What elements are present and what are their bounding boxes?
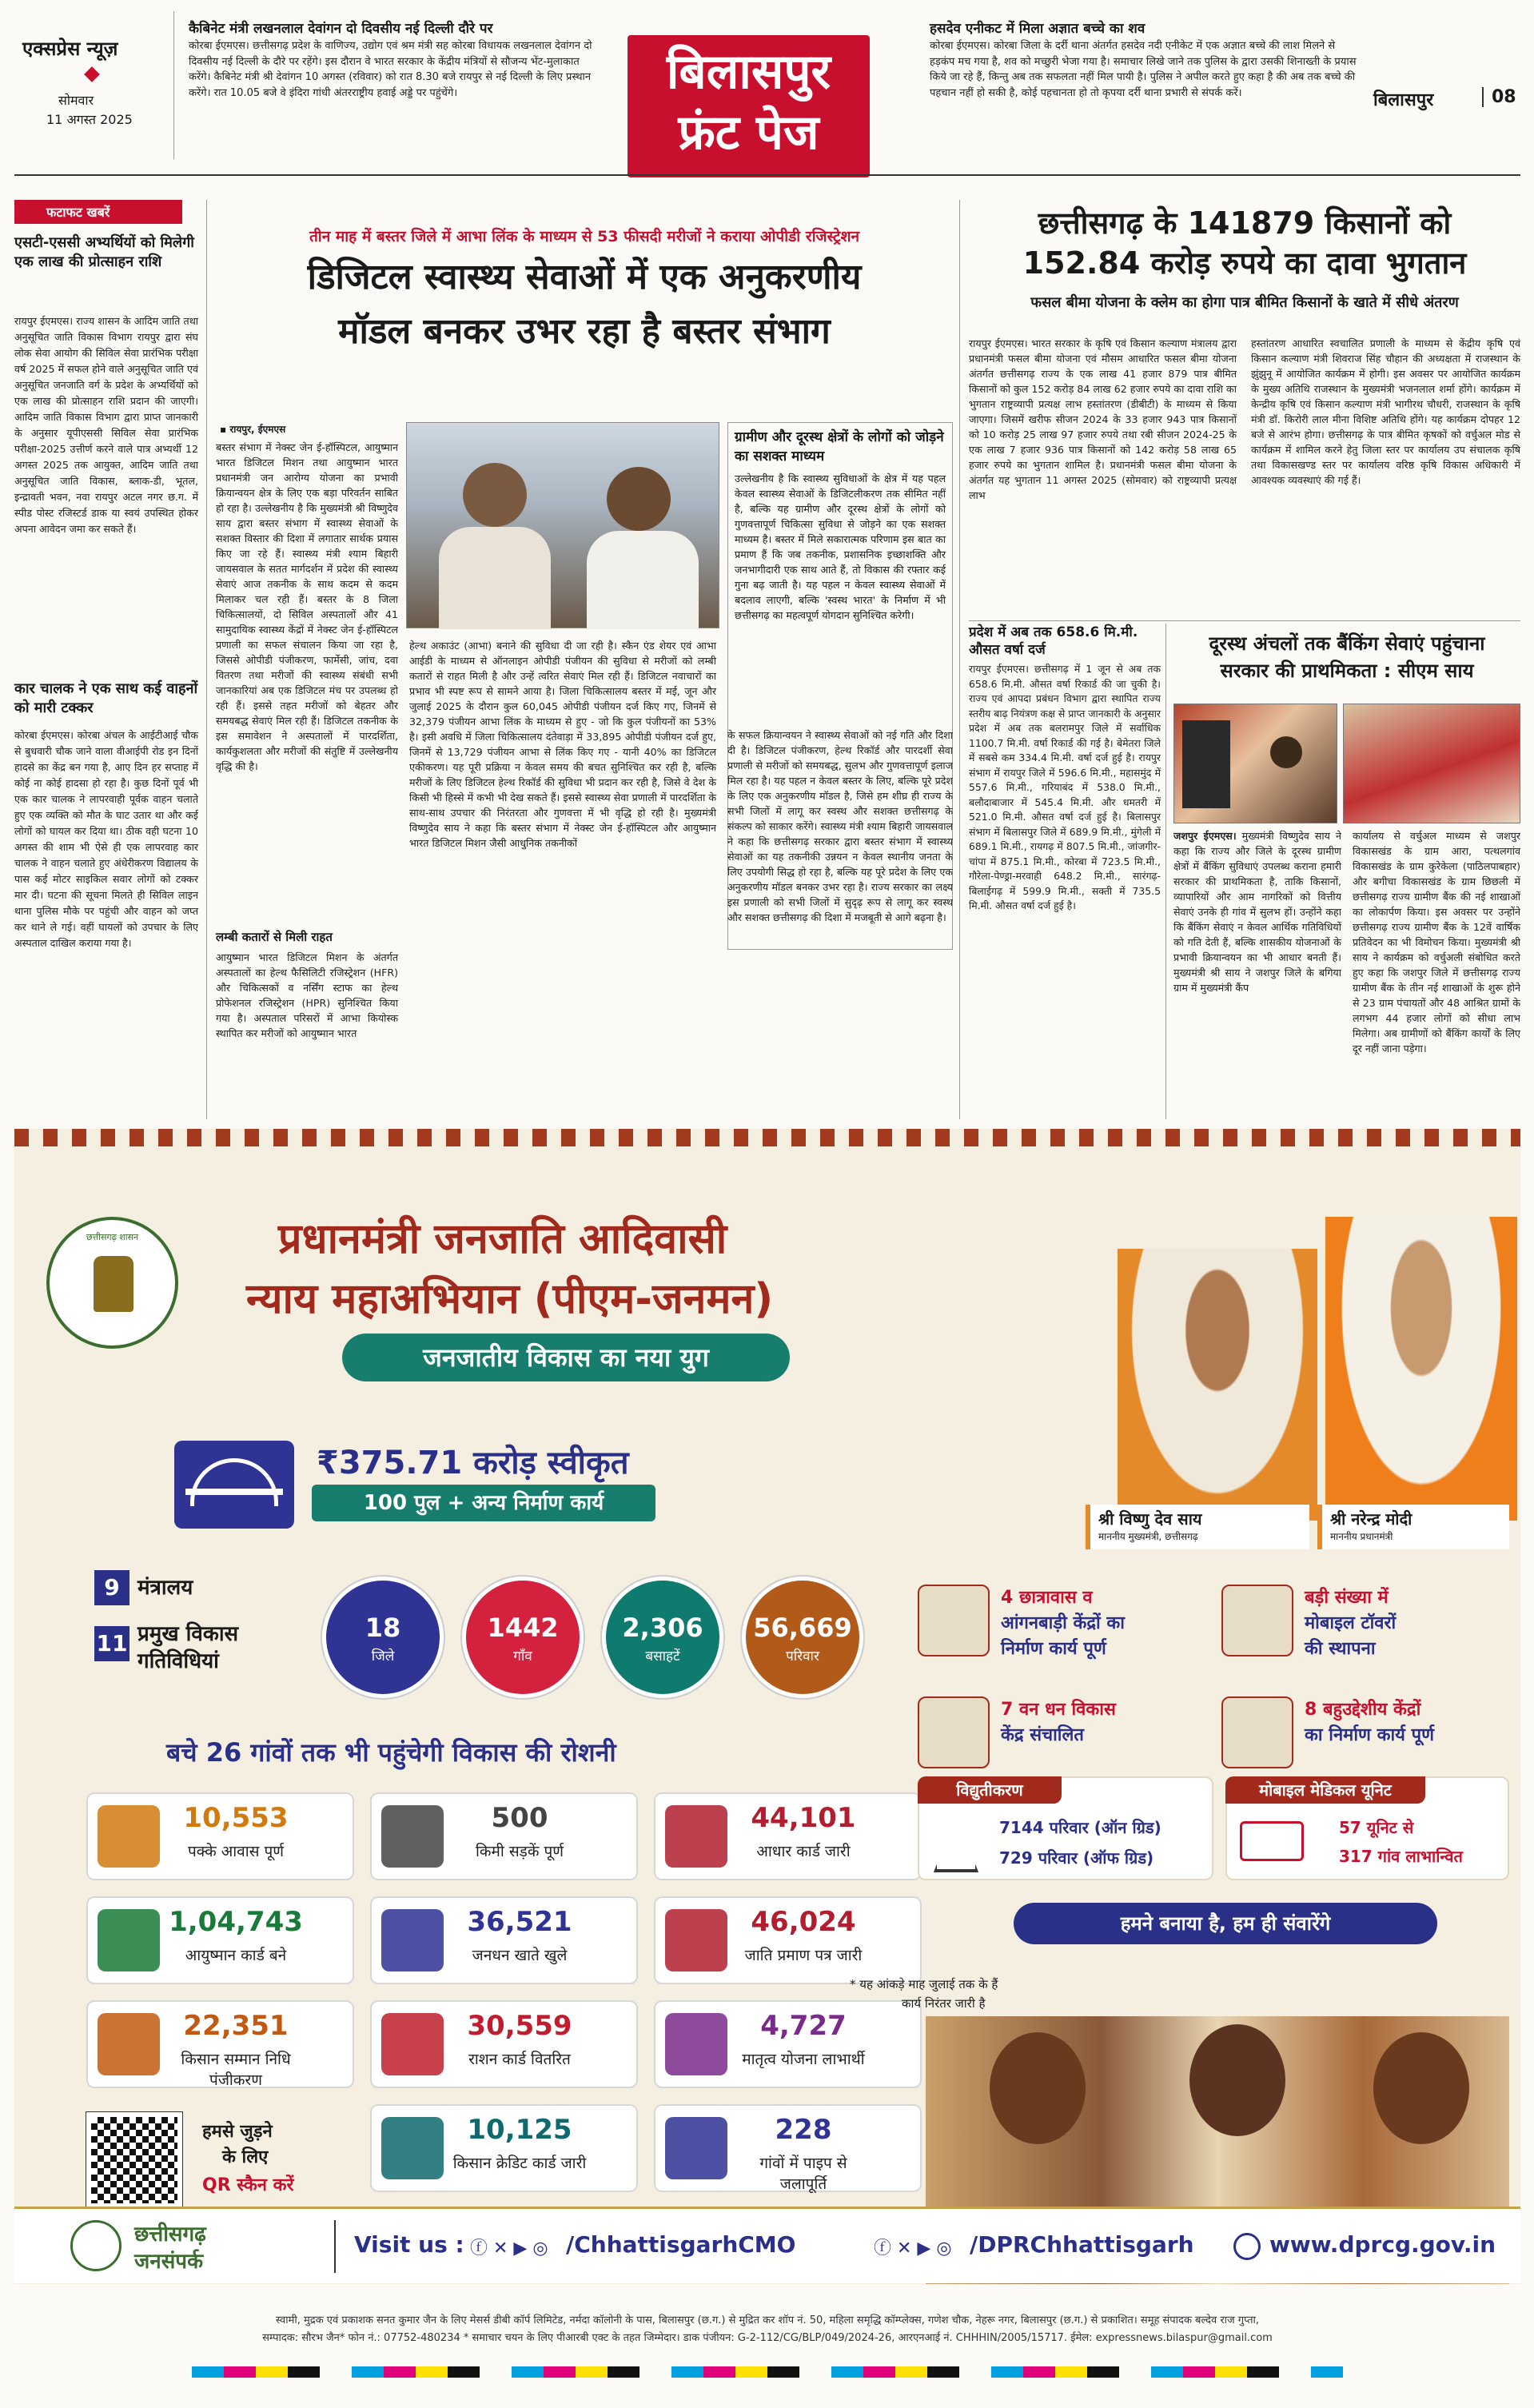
sidebar — [14, 200, 198, 1119]
coverage-circles — [322, 1577, 882, 1712]
title-line-1: बिलासपुर — [666, 44, 831, 100]
pylon-icon — [934, 1813, 978, 1872]
coverage-label: जिले — [371, 1649, 395, 1664]
cg-emblem-icon — [46, 1217, 178, 1349]
aadhaar-icon — [665, 1805, 727, 1868]
coverage-circle — [462, 1577, 584, 1698]
top-right-story — [930, 19, 1361, 101]
activities-label-2: गतिविधियां — [137, 1649, 219, 1673]
hostel-icon — [918, 1585, 990, 1656]
cm-name-plate — [1086, 1505, 1309, 1549]
stat-label: मातृत्व योजना लाभार्थी — [742, 2051, 865, 2068]
stat-number: 1,04,743 — [169, 1906, 303, 1938]
activities-number: 11 — [94, 1626, 129, 1661]
achievement-item — [918, 1577, 1205, 1672]
pm-portrait — [1325, 1217, 1517, 1521]
top-left-body: कोरबा ईएमएस। छत्तीसगढ़ प्रदेश के वाणिज्य, उद्योग एवं श्रम मंत्री सह कोरबा विधायक लखनलाल देवांगन दो दिवसीय नई दिल्ली के दौरे पर रहेंगे। इस दौरान वे भारत सरकार के केंद्रीय मंत्रियों से सौजन्य भेंट-मुलाकात करेंगे। कैबिनेट मंत्री श्री देवांगन 10 अगस्त (रविवार) को रात 8.30 बजे रायपुर से नई दिल्ली के लिए प्रस्थान करेंगे। रात 10.05 बजे वे इंदिरा गांधी अंतरराष्ट्रीय हवाई अड्डे पर पहुंचेंगे। — [189, 40, 592, 99]
electrification-line-1: 7144 परिवार (ऑन ग्रिड) — [999, 1818, 1161, 1837]
person-body-icon — [439, 527, 551, 629]
stat-number: 10,125 — [467, 2114, 572, 2146]
mmu-line-2: 317 गांव लाभान्वित — [1339, 1847, 1463, 1866]
day-label: सोमवार — [58, 93, 94, 108]
sidebar-divider — [206, 200, 207, 1119]
footer-divider — [334, 2220, 336, 2273]
bank-story — [1173, 630, 1520, 684]
lead-box-headline: ग्रामीण और दूरस्थ क्षेत्रों के लोगों को जोड़ने का सशक्त माध्यम — [735, 429, 944, 464]
color-registration-strip — [192, 2366, 1343, 2378]
person-silhouette-icon — [1189, 2024, 1285, 2136]
city-label: बिलासपुर — [1373, 90, 1434, 110]
person-silhouette-icon — [607, 467, 671, 531]
footer-logo-2: जनसंपर्क — [134, 2250, 204, 2274]
stat-card — [654, 2000, 922, 2088]
data-note-1: * यह आंकड़े माह जुलाई तक के हैं — [850, 1977, 998, 1991]
ministries-number: 9 — [94, 1570, 129, 1605]
achievement-text: बड़ी संख्या में — [1305, 1588, 1389, 1608]
person-body-icon — [587, 531, 699, 629]
bank-headline-2: सरकार की प्राथमिकता : सीएम साय — [1220, 660, 1474, 682]
masthead — [14, 11, 1520, 171]
tap-icon — [665, 2117, 727, 2179]
stat-number: 228 — [775, 2114, 832, 2146]
stat-label: आयुष्मान कार्ड बने — [185, 1947, 287, 1964]
achievement-text: की स्थापना — [1305, 1639, 1376, 1659]
lead-photo — [406, 422, 719, 628]
road-icon — [381, 1805, 444, 1868]
achievement-item — [1221, 1577, 1509, 1672]
person-silhouette-icon — [1373, 2032, 1469, 2144]
title-line-2: फ्रंट पेज — [678, 105, 819, 161]
bank-col1-text: मुख्यमंत्री विष्णुदेव साय ने कहा कि राज्य और जिले के दूरस्थ ग्रामीण क्षेत्रों में बैंकिंग सुविधाएं उपलब्ध कराना हमारी सरकार की प्राथमिकता है, ताकि किसानों, व्यापारियों और आम नागरिकों को वित्तीय सेवाएं उनके ही गांव में सुलभ हों। उन्होंने कहा कि बैंकिंग सेवाएं न केवल आर्थिक गतिविधियों को गति देती हैं, बल्कि शासकीय योजनाओं के प्रभावी क्रियान्वयन का भी आधार बनती हैं। मुख्यमंत्री श्री साय ने जशपुर जिले के बगिया ग्राम में मुख्यमंत्री कैंप — [1173, 830, 1341, 994]
cm-title: माननीय मुख्यमंत्री, छत्तीसगढ़ — [1098, 1531, 1198, 1542]
stat-number: 22,351 — [183, 2010, 289, 2042]
achievement-item — [918, 1688, 1205, 1784]
jandhan-icon — [381, 1909, 444, 1971]
coverage-number: 1442 — [487, 1613, 559, 1643]
person-silhouette-icon — [990, 2032, 1086, 2144]
globe-icon — [1233, 2233, 1261, 2260]
forest-produce-icon — [918, 1696, 990, 1768]
coverage-label: बसाहटें — [645, 1649, 680, 1664]
stat-number: 30,559 — [467, 2010, 572, 2042]
masthead-title — [628, 35, 870, 177]
jansampark-logo-icon — [70, 2220, 122, 2271]
electrification-head: विद्युतीकरण — [918, 1776, 1062, 1804]
top-left-story — [189, 19, 604, 101]
ad-title-2: न्याय महाअभियान (पीएम-जनमन) — [246, 1275, 774, 1323]
handle-cmo-link[interactable]: /ChhattisgarhCMO — [566, 2231, 796, 2258]
stat-card — [86, 1792, 354, 1880]
brand-block — [14, 11, 174, 159]
stat-label: जाति प्रमाण पत्र जारी — [744, 1947, 863, 1964]
weather-headline: प्रदेश में अब तक 658.6 मि.मी. औसत वर्षा दर्ज — [969, 624, 1138, 658]
stat-card — [370, 2104, 638, 2192]
top-left-headline: कैबिनेट मंत्री लखनलाल देवांगन दो दिवसीय नई दिल्ली दौरे पर — [189, 21, 493, 37]
building-icon — [1221, 1696, 1293, 1768]
coverage-number: 18 — [365, 1613, 401, 1643]
ad-budget-sub: 100 पुल + अन्य निर्माण कार्य — [312, 1485, 655, 1521]
top-right-body: कोरबा ईएमएस। कोरबा जिला के दर्री थाना अंतर्गत हसदेव नदी एनीकेट में एक अज्ञात बच्चे की लाश मिलने से हड़कंप मच गया है, शव को मच्छुरी भेजा गया है। समाचार लिखे जाने तक पुलिस के द्वारा उसकी शिनाख्ती के प्रयास किये जा रहे हैं, किन्तु अब तक सफलता नहीं मिल पायी है। पुलिस ने अपील करते हुए कहा है की अब तक बच्चे की पहचान नहीं हो सकी है, कोई पहचानता हो तो कृपया दर्री थाना प्रभारी से संपर्क करें। — [930, 40, 1357, 99]
ad-footer-bar — [14, 2207, 1520, 2283]
lead-kicker: तीन माह में बस्तर जिले में आभा लिंक के माध्यम से 53 फीसदी मरीजों ने कराया ओपीडी रजिस्ट्रेशन — [309, 228, 860, 245]
ministries-label: मंत्रालय — [137, 1576, 193, 1600]
top-right-headline: हसदेव एनीकट में मिला अज्ञात बच्चे का शव — [930, 21, 1146, 37]
qr-text-3: QR स्कैन करें — [202, 2175, 294, 2195]
sidebar-story1-body: रायपुर ईएमएस। राज्य शासन के आदिम जाति तथा अनुसूचित जाति विकास विभाग रायपुर द्वारा संघ लोक सेवा आयोग की सिविल सेवा प्रारंभिक परीक्षा वर्ष 2025 में सफल होने वाले अनुसूचित जाति एवं अनुसूचित जनजाति वर्ग के प्रदेश के अभ्यर्थियों को एक लाख की प्रोत्साहन राशि प्रदान की जाएगी। आदिम जाति विकास विभाग द्वारा प्राप्त जानकारी के अनुसार यूपीएससी सिविल सेवा प्रारंभिक परीक्षा-2025 उत्तीर्ण करने वाले पात्र अभ्यर्थी 12 अगस्त 2025 तक आयुक्त, आदिम जाति तथा अनुसूचित जाति विकास, ब्लाक-डी, भूतल, इन्द्रावती भवन, नवा रायपुर अटल नगर छ.ग. में स्पीड पोस्ट रजिस्टर्ड डाक या स्वयं उपस्थित होकर अपना आवेदन जमा कर सकते हैं। — [14, 315, 198, 535]
stat-card — [370, 1896, 638, 1984]
achievement-text: 7 वन धन विकास — [1001, 1700, 1116, 1720]
tribal-pattern-border — [14, 1129, 1520, 1146]
footer-logo-1: छत्तीसगढ़ — [134, 2223, 206, 2247]
farmer-icon — [98, 2013, 160, 2075]
achievement-text: का निर्माण कार्य पूर्ण — [1305, 1725, 1434, 1745]
stat-number: 10,553 — [183, 1802, 289, 1834]
pm-name-plate — [1317, 1505, 1509, 1549]
page-number: 08 — [1482, 87, 1516, 107]
stat-number: 500 — [491, 1802, 548, 1834]
achievement-text: निर्माण कार्य पूर्ण — [1001, 1639, 1106, 1659]
right-col2: हस्तांतरण आधारित स्वचालित प्रणाली के माध्यम से केंद्रीय कृषि एवं किसान कल्याण मंत्री शिवराज सिंह चौहान की अध्यक्षता में राजस्थान के झुंझुनू में आयोजित कार्यक्रम में होगी। इस अवसर पर आयोजित कार्यक्रम के मुख्य अतिथि राजस्थान के मुख्यमंत्री भजनलाल शर्मा होंगे। कार्यक्रम में केन्द्रीय कृषि एवं किसान कल्याण मंत्री भागीरथ चौधरी, राजस्थान के कृषि मंत्री डॉ. किरोरी लाल मीना विशिष्ट अतिथि होंगे। यह कार्यक्रम दोपहर 12 बजे से आरंभ होगा। छत्तीसगढ़ के पात्र बीमित कृषकों को वर्चुअल मोड से कार्यक्रम में शामिल करने हेतु जिला स्तर पर कार्यालय उप संचालक कृषि तथा विकासखण्ड स्तर पर कार्यालय वरिष्ठ कृषि विकास अधिकारी में आवश्यक व्यवस्थाएं की गई हैं। — [1251, 337, 1520, 486]
achievement-item — [1221, 1688, 1509, 1784]
imprint-line-1: स्वामी, मुद्रक एवं प्रकाशक सनत कुमार जैन के लिए मेसर्स डीबी कॉर्प लिमिटेड, नर्मदा कॉलोनी के पास, बिलासपुर (छ.ग.) से मुद्रित कर शॉप नं. 50, महिला समृद्धि कॉम्प्लेक्स, गणेश चौक, नेहरू नगर, बिलासपुर (छ.ग.) से प्रकाशित। समूह संपादक बल्देव राज गुप्ता, — [275, 2314, 1260, 2326]
sidebar-story2-body: कोरबा ईएमएस। कोरबा अंचल के आईटीआई चौक से बुधवारी चौक जाने वाला वीआईपी रोड इन दिनों हादसे का केंद्र बन गया है, आए दिन हर सप्ताह में कोई ना कोई हादसा हो रहा है। कुछ दिनों पूर्व भी एक कार चालक ने लापरवाही पूर्वक वाहन चलाते हुए एक व्यक्ति को मौत के घाट उतार था और कई लोगों को घायल कर दिया था। ठीक वही घटना 10 अगस्त की शाम भी ऐसे ही एक लापरवाह कार चालक ने वाहन चलाते हुए अंधेरीकरण विद्यालय के पास कई मोटर साइकिल सवार लोगों को टक्कर मार दी। घटना की सूचना मिलते ही सिविल लाइन थाना पुलिस मौके पर पहुंची और वाहन को जप्त कर थाने ले गई। वहीं घायलों को उपचार के लिए अस्पताल दाखिल कराया गया है। — [14, 729, 198, 949]
lead-dateline: ▪ रायपुर, ईएमएस — [220, 424, 286, 435]
qr-text-2: के लिए — [222, 2147, 269, 2167]
handle-dpr-link[interactable]: /DPRChhattisgarh — [970, 2231, 1194, 2258]
achievement-text: केंद्र संचालित — [1001, 1725, 1084, 1745]
electrification-line-2: 729 परिवार (ऑफ ग्रिड) — [999, 1848, 1154, 1868]
bank-col1 — [1173, 828, 1341, 1118]
right-col1: रायपुर ईएमएस। भारत सरकार के कृषि एवं किसान कल्याण मंत्रालय द्वारा प्रधानमंत्री फसल बीमा योजना एवं मौसम आधारित फसल बीमा योजना अंतर्गत छत्तीसगढ़ राज्य के एक लाख 41 हजार 879 पात्र बीमित किसानों को कुल 152 करोड़ 84 लाख 62 हजार रुपये का दावा राशि का भुगतान राष्ट्रव्यापी प्रत्यक्ष लाभ हस्तांतरण (डीबीटी) के माध्यम से किया जाएगा। जिसमें खरीफ सीजन 2024 के 33 हजार 943 पात्र किसानों को 10 करोड़ 25 लाख 97 हजार रुपये तथा रबी सीजन 2024-25 के एक लाख 7 हजार 936 पात्र किसानों को 142 करोड़ 58 लाख 65 हजार रुपये का भुगतान शामिल है। प्रधानमंत्री फसल बीमा योजना के अंतर्गत यह भुगतान 11 अगस्त 2025 (सोमवार) को राष्ट्रव्यापी प्रत्यक्ष लाभ — [969, 337, 1237, 501]
stat-card — [86, 1896, 354, 1984]
cm-name: श्री विष्णु देव साय — [1098, 1509, 1202, 1529]
person-silhouette-icon — [1270, 736, 1302, 768]
house-icon — [98, 1805, 160, 1868]
ration-icon — [381, 2013, 444, 2075]
stat-label: पक्के आवास पूर्ण — [187, 1843, 285, 1860]
stat-number: 46,024 — [751, 1906, 856, 1938]
stat-card — [86, 2000, 354, 2088]
achievement-text: 8 बहुउद्देशीय केंद्रों — [1305, 1700, 1421, 1720]
stat-card — [654, 1792, 922, 1880]
visit-label: Visit us : — [354, 2231, 464, 2258]
ad-panel — [14, 1129, 1520, 2284]
date-label: 11 अगस्त 2025 — [46, 112, 133, 127]
bank-caption: जशपुर ईएमएस। — [1173, 830, 1237, 842]
ambulance-icon — [1240, 1821, 1304, 1861]
mmu-head: मोबाइल मेडिकल यूनिट — [1225, 1776, 1425, 1804]
slogan: हमने बनाया है, हम ही संवारेंगे — [1014, 1903, 1437, 1944]
stat-label: किमी सड़कें पूर्ण — [475, 1843, 564, 1860]
electrification-box — [918, 1776, 1213, 1880]
tower-icon — [1221, 1585, 1293, 1656]
right-headline-2: 152.84 करोड़ रुपये का दावा भुगतान — [1022, 245, 1467, 281]
lead-col3-visible: के सफल क्रियान्वयन ने स्वास्थ्य सेवाओं को नई गति और दिशा दी है। डिजिटल पंजीकरण, हेल्थ रिकॉर्ड और पारदर्शी सेवा प्रणाली से मरीजों को समयबद्ध, सुलभ और गुणवत्तापूर्ण इलाज मिल रहा है। यह पहल न केवल बस्तर के लिए, बल्कि पूरे प्रदेश के लिए एक अनुकरणीय मॉडल है, जिसे हम शीघ्र ही राज्य के सभी जिलों में लागू कर स्वस्थ और सशक्त छत्तीसगढ़ के संकल्प को साकार करेंगे। स्वास्थ्य मंत्री श्याम बिहारी जायसवाल ने कहा कि छत्तीसगढ़ सरकार द्वारा बस्तर संभाग में स्वास्थ्य सेवाओं का यह तकनीकी उन्नयन न केवल स्थानीय जनता के लिए उपयोगी सिद्ध हो रहा है, बल्कि यह पूरे प्रदेश के लिए एक अनुकरणीय मॉडल बनकर उभर रहा है। राज्य सरकार का लक्ष्य इस प्रणाली को सभी जिलों में सुदृढ़ रूप से लागू कर स्वस्थ और सशक्त छत्तीसगढ़ की दिशा में मजबूती से आगे बढ़ना है। — [727, 729, 953, 923]
pm-name: श्री नरेन्द्र मोदी — [1330, 1509, 1412, 1529]
lead-col1b: आयुष्मान भारत डिजिटल मिशन के अंतर्गत अस्पतालों का हेल्थ फैसिलिटी रजिस्ट्रेशन (HFR) और चिकित्सकों व नर्सिंग स्टाफ का हेल्थ प्रोफेशनल रजिस्ट्रेशन (HPR) सुनिश्चित किया गया है। अस्पताल परिसरों में आभा कियोस्क स्थापित कर मरीजों को आयुष्मान भारत — [216, 951, 398, 1039]
coverage-label: परिवार — [786, 1649, 819, 1664]
stat-card — [654, 2104, 922, 2192]
lead-divider — [959, 200, 960, 1119]
stat-label: जनधन खाते खुले — [472, 1947, 568, 1964]
certificate-icon — [665, 1909, 727, 1971]
bridge-icon — [174, 1441, 294, 1529]
mmu-box — [1225, 1776, 1509, 1880]
stat-label: राशन कार्ड वितरित — [468, 2051, 571, 2068]
stat-label: गांवों में पाइप से जलापूर्ति — [759, 2155, 847, 2193]
stat-number: 36,521 — [467, 1906, 572, 1938]
lead-headline-2: मॉडल बनकर उभर रहा है बस्तर संभाग — [338, 311, 831, 352]
achievement-text: मोबाइल टॉवरों — [1305, 1613, 1397, 1633]
kcc-icon — [381, 2117, 444, 2179]
ad-title-1: प्रधानमंत्री जनजाति आदिवासी — [278, 1215, 727, 1263]
bank-headline-1: दूरस्थ अंचलों तक बैंकिंग सेवाएं पहुंचाना — [1209, 632, 1485, 655]
lead-subhead: लम्बी कतारों से मिली राहत — [216, 930, 333, 944]
right-story — [969, 203, 1520, 312]
stat-label: किसान क्रेडिट कार्ड जारी — [452, 2155, 587, 2172]
imprint-line-2: सम्पादक: सौरभ जैन* फोन नं.: 07752-480234 * समाचार चयन के लिए पीआरबी एक्ट के तहत जिम्मेदार। डाक पंजीयन: G-2-112/CG/BLP/049/2024-26, आरएनआई नं. CHHHIN/2005/15717. ईमेल: expressnews.bilaspur@gmail.com — [262, 2332, 1273, 2344]
stat-label: आधार कार्ड जारी — [756, 1843, 851, 1860]
stat-label: किसान सम्मान निधि पंजीकरण — [181, 2051, 291, 2089]
coverage-circle — [322, 1577, 444, 1698]
stat-number: 4,727 — [760, 2010, 847, 2042]
lead-box-body: उल्लेखनीय है कि स्वास्थ्य सुविधाओं के क्षेत्र में यह पहल केवल स्वास्थ्य सेवाओं के डिजिटलीकरण तक सीमित नहीं है, बल्कि यह ग्रामीण और दूरस्थ क्षेत्रों के लोगों को गुणवत्तापूर्ण चिकित्सा सुविधा से जोड़ने का एक सशक्त माध्यम है। बस्तर में मिले सकारात्मक परिणाम इस बात का प्रमाण हैं कि जब तकनीक, प्रशासनिक इच्छाशक्ति और जनभागीदारी एक साथ आते हैं, तो विकास की रफ्तार कई गुना बढ़ जाती है। यह पहल न केवल स्वास्थ्य सेवाओं में बदलाव लाएगी, बल्कि 'स्वस्थ भारत' के निर्माण में भी छत्तीसगढ़ का महत्वपूर्ण योगदान सुनिश्चित करेगी। — [735, 472, 946, 621]
coverage-label: गाँव — [513, 1649, 532, 1664]
brand-name: एक्सप्रेस न्यूज़ — [22, 38, 118, 60]
right-story-rule — [969, 620, 1520, 621]
lead-dateline-text: रायपुर, ईएमएस — [229, 424, 286, 435]
cm-portrait — [1118, 1249, 1317, 1521]
social-icons-1[interactable]: ⓕ ✕ ▶ ◎ — [470, 2239, 548, 2258]
weather-body: रायपुर ईएमएस। छत्तीसगढ़ में 1 जून से अब तक 658.6 मि.मी. औसत वर्षा रिकार्ड की जा चुकी है। राज्य एवं आपदा प्रबंधन विभाग द्वारा स्थापित राज्य स्तरीय बाढ़ नियंत्रण कक्ष से प्राप्त जानकारी के अनुसार प्रदेश में अब तक बलरामपुर जिले में सर्वाधिक 1100.7 मि.मी. वर्षा रिकार्ड की गई है। बेमेतरा जिले में सबसे कम 334.4 मि.मी. वर्षा दर्ज हुई है। रायपुर संभाग में रायपुर जिले में 596.6 मि.मी., महासमुंद में 557.6 मि.मी., गरियाबंद में 538.0 मि.मी., बलौदाबाजार में 545.4 मि.मी. और धमतरी में 521.0 मि.मी. औसत वर्षा दर्ज हुई है। बिलासपुर संभाग में बिलासपुर जिले में 689.9 मि.मी., मुंगेली में 689.1 मि.मी., रायगढ़ में 807.5 मि.मी., जांजगीर-चांपा में 875.1 मि.मी., कोरबा में 723.5 मि.मी., गौरेला-पेण्ड्रा-मरवाही 648.2 मि.मी., सारंगढ़-बिलाईगढ़ में 599.9 मि.मी., सक्ती में 735.5 मि.मी. औसत वर्षा दर्ज हुई है। — [969, 663, 1161, 911]
bridge-arch-icon — [190, 1458, 278, 1506]
lion-capital-icon — [94, 1256, 133, 1312]
data-note-2: कार्य निरंतर जारी है — [902, 1996, 986, 2011]
qr-text-1: हमसे जुड़ने — [202, 2122, 273, 2142]
stat-card — [370, 1792, 638, 1880]
coverage-number: 56,669 — [753, 1613, 852, 1643]
lead-col2: हेल्थ अकाउंट (आभा) बनाने की सुविधा दी जा रही है। स्कैन एंड शेयर एवं आभा आईडी के माध्यम से ऑनलाइन ओपीडी पंजीयन की सुविधा से मरीजों को लम्बी कतारों से राहत मिली है और उन्हें त्वरित सेवाएं मिल रही हैं। डिजिटल नवाचारों का प्रभाव भी स्पष्ट रूप से सामने आया है। जिला चिकित्सालय बस्तर में मई, जून और जुलाई 2025 के दौरान कुल 60,045 ओपीडी पंजीयन दर्ज किए गए, जिनमें से 32,379 पंजीयन आभा लिंक के माध्यम से हुए - जो कि कुल पंजीयनों का 53% है। इसी अवधि में जिला चिकित्सालय दंतेवाड़ा में 33,895 ओपीडी पंजीयन दर्ज हुए, जिनमें से 13,729 पंजीयन आभा से लिंक किए गए - यानी 40% का डिजिटल एकीकरण। यह पूरी प्रक्रिया न केवल समय की बचत सुनिश्चित कर रही है, बल्कि मरीजों के लिए डिजिटल हेल्थ रिकॉर्ड की सुविधा भी प्रदान कर रही है, जिसे वे देश के किसी भी हिस्से में कभी भी देख सकते हैं। इससे स्वास्थ्य सेवा प्रणाली में पारदर्शिता के साथ-साथ उपचार की निरंतरता और गुणवत्ता में भी वृद्धि हो रही है। मुख्यमंत्री विष्णुदेव साय ने कहा कि बस्तर संभाग में नेक्स्ट जेन ई-हॉस्पिटल और आयुष्मान भारत डिजिटल मिशन जैसी आधुनिक तकनीकों — [409, 640, 716, 849]
lead-headline-1: डिजिटल स्वास्थ्य सेवाओं में एक अनुकरणीय — [307, 257, 862, 297]
lead-col1: बस्तर संभाग में नेक्स्ट जेन ई-हॉस्पिटल, आयुष्मान भारत डिजिटल मिशन तथा आयुष्मान भारत प्रधानमंत्री जन आरोग्य योजना का प्रभावी क्रियान्वयन क्षेत्र के लिए एक बड़ा परिवर्तन साबित हो रहा है। उल्लेखनीय है कि मुख्यमंत्री श्री विष्णुदेव साय द्वारा बस्तर संभाग में स्वास्थ्य सेवाओं के सशक्त विस्तार की दिशा में लगातार सार्थक प्रयास किए जा रहे हैं। स्वास्थ्य मंत्री श्याम बिहारी जायसवाल के सतत मार्गदर्शन में प्रदेश की स्वास्थ्य सेवाएं आज तकनीक के साथ कदम से कदम मिलाकर चल रही हैं। बस्तर के 8 जिला चिकित्सालयों, दो सिविल अस्पतालों और 41 सामुदायिक स्वास्थ्य केंद्रों में नेक्स्ट जेन ई-हॉस्पिटल प्रणाली का सफल संचालन किया जा रहा है, जिससे ओपीडी पंजीकरण, फार्मेसी, जांच, दवा वितरण तथा मरीजों की स्वास्थ्य संबंधी सभी जानकारियां अब एक डिजिटल मंच पर उपलब्ध हो रही हैं। इससे तहत मरीजों को बेहतर और समयबद्ध सेवाएं मिल रही हैं। डिजिटल तकनीक के इस समावेशन ने अस्पतालों में पारदर्शिता, कार्यकुशलता और मरीजों की संतुष्टि में उल्लेखनीय वृद्धि की है। — [216, 441, 398, 772]
bank-photo — [1173, 704, 1337, 823]
reach-line: बचे 26 गांवों तक भी पहुंचेगी विकास की रोशनी — [166, 1737, 616, 1768]
stat-card — [654, 1896, 922, 1984]
coverage-circle — [742, 1577, 863, 1698]
sidebar-story1-headline: एसटी-एससी अभ्यर्थियों को मिलेगी एक लाख की प्रोत्साहन राशि — [14, 234, 194, 270]
achievement-text: 4 छात्रावास व — [1001, 1588, 1093, 1608]
activities-label-1: प्रमुख विकास — [137, 1622, 239, 1646]
masthead-rule — [14, 174, 1520, 176]
social-icons-2[interactable]: ⓕ ✕ ▶ ◎ — [874, 2239, 952, 2258]
mmu-line-1: 57 यूनिट से — [1339, 1818, 1414, 1837]
stat-card — [370, 2000, 638, 2088]
ayushman-icon — [98, 1909, 160, 1971]
right-deck: फसल बीमा योजना के क्लेम का होगा पात्र बीमित किसानों के खाते में सीधे अंतरण — [1030, 294, 1459, 311]
weather-story — [969, 624, 1161, 914]
diamond-ornament-icon — [84, 66, 100, 82]
ad-tagline: जनजातीय विकास का नया युग — [342, 1334, 790, 1381]
imprint — [14, 2312, 1520, 2347]
weather-divider — [1165, 624, 1166, 1119]
sidebar-section-tag: फटाफट खबरें — [14, 200, 182, 224]
achievement-text: आंगनबाड़ी केंद्रों का — [1001, 1613, 1125, 1633]
person-silhouette-icon — [463, 463, 527, 527]
coverage-number: 2,306 — [622, 1613, 703, 1643]
qr-code-icon[interactable] — [86, 2112, 182, 2208]
emblem-text: छत्तीसगढ़ शासन — [86, 1232, 139, 1242]
banner-icon — [1182, 720, 1230, 808]
right-headline-1: छत्तीसगढ़ के 141879 किसानों को — [1038, 205, 1452, 241]
bank-photo-2 — [1343, 704, 1520, 823]
bank-col2: कार्यालय से वर्चुअल माध्यम से जशपुर विकासखंड के ग्राम आरा, पत्थलगांव विकासखंड के ग्राम कुरेकेला (पाठिलपाबहार) और बगीचा विकासखंड के ग्राम छिछली में छत्तीसगढ़ राज्य ग्रामीण बैंक की नई शाखाओं का लोकार्पण किया। इस अवसर पर उन्होंने छत्तीसगढ़ राज्य ग्रामीण बैंक के 12वें वार्षिक प्रतिवेदन का भी विमोचन किया। मुख्यमंत्री श्री साय ने कार्यक्रम को वर्चुअली संबोधित करते हुए कहा कि जशपुर जिले में छत्तीसगढ़ राज्य ग्रामीण बैंक के तीन नई शाखाओं के शुरू होने से 23 ग्राम पंचायतों और 48 आश्रित ग्रामों के लगभग 44 हजार लोगों को सीधा लाभ मिलेगा। अब ग्रामीणों को बैंकिंग कार्यों के लिए दूर नहीं जाना पड़ेगा। — [1353, 830, 1520, 1054]
coverage-circle — [602, 1577, 723, 1698]
sidebar-story2-headline: कार चालक ने एक साथ कई वाहनों को मारी टक्कर — [14, 680, 198, 716]
ad-budget: ₹375.71 करोड़ स्वीकृत — [317, 1445, 629, 1481]
stat-number: 44,101 — [751, 1802, 856, 1834]
website-link[interactable]: www.dprcg.gov.in — [1269, 2231, 1496, 2258]
mother-icon — [665, 2013, 727, 2075]
pm-title: माननीय प्रधानमंत्री — [1330, 1531, 1393, 1542]
